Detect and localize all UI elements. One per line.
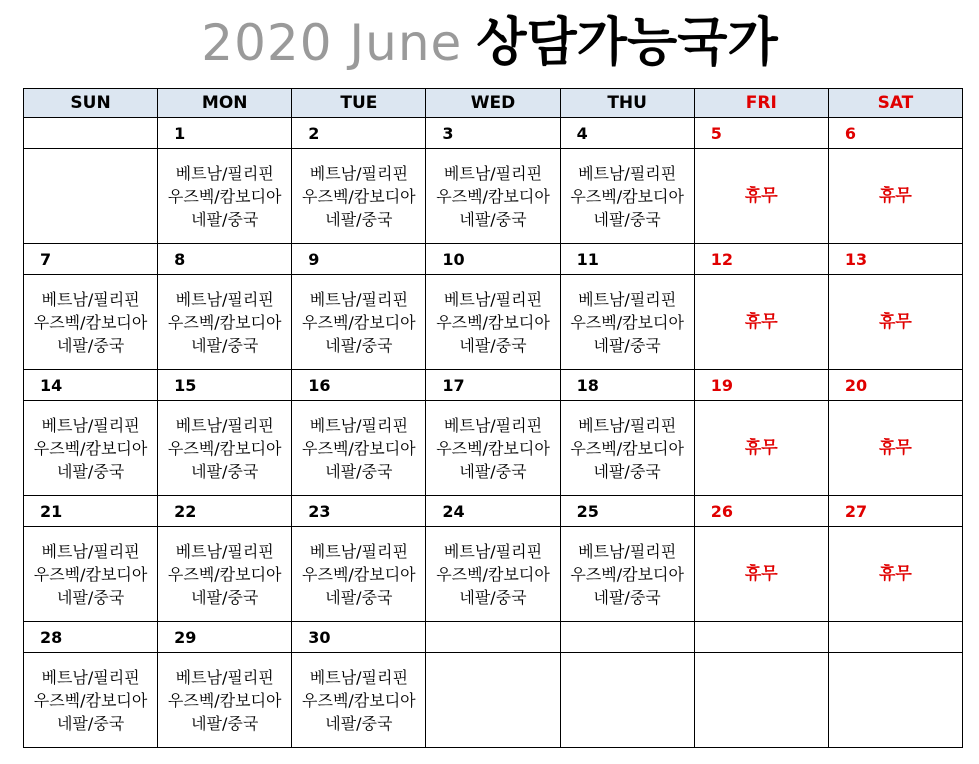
available-countries-line1: 베트남/필리핀 <box>309 541 408 561</box>
date-cell: 16 <box>292 370 426 401</box>
weekday-header-row <box>24 89 963 118</box>
day-content-cell <box>158 401 292 496</box>
day-content-cell <box>828 149 962 244</box>
available-countries-line1: 베트남/필리핀 <box>41 541 140 561</box>
available-countries-line3: 네팔/중국 <box>191 587 259 607</box>
available-countries-line1: 베트남/필리핀 <box>443 541 543 561</box>
available-countries-line3: 네팔/중국 <box>325 587 393 607</box>
available-countries-line2: 우즈벡/캄보디아 <box>436 564 550 584</box>
date-cell: 28 <box>24 622 158 653</box>
date-cell: 30 <box>292 622 426 653</box>
available-countries-line3: 네팔/중국 <box>325 209 393 229</box>
day-content-cell <box>426 653 560 748</box>
date-cell: 15 <box>158 370 292 401</box>
available-countries-line2: 우즈벡/캄보디아 <box>33 690 148 710</box>
date-cell: 6 <box>828 118 962 149</box>
weekday-wed: WED <box>426 89 560 118</box>
title-year-month: 2020 June <box>201 14 463 72</box>
available-countries-line2: 우즈벡/캄보디아 <box>302 312 416 332</box>
closed-label: 휴무 <box>878 312 912 332</box>
content-row <box>24 653 963 748</box>
day-content-cell <box>158 527 292 622</box>
weekday-sun: SUN <box>24 89 158 118</box>
date-cell: 4 <box>560 118 694 149</box>
date-row <box>24 118 963 149</box>
available-countries-line2: 우즈벡/캄보디아 <box>570 438 684 458</box>
day-content-cell <box>24 527 158 622</box>
available-countries-line3: 네팔/중국 <box>191 335 259 355</box>
content-row <box>24 527 963 622</box>
day-content-cell <box>560 653 694 748</box>
date-cell: 12 <box>694 244 828 275</box>
available-countries-line2: 우즈벡/캄보디아 <box>33 312 148 332</box>
date-cell: 26 <box>694 496 828 527</box>
available-countries-line1: 베트남/필리핀 <box>443 163 543 183</box>
day-content-cell <box>292 527 426 622</box>
date-cell <box>694 622 828 653</box>
day-content-cell <box>694 275 828 370</box>
date-cell: 14 <box>24 370 158 401</box>
date-cell <box>24 118 158 149</box>
available-countries-line2: 우즈벡/캄보디아 <box>302 186 416 206</box>
day-content-cell <box>24 401 158 496</box>
day-content-cell <box>24 149 158 244</box>
date-cell <box>560 622 694 653</box>
available-countries-line3: 네팔/중국 <box>191 209 259 229</box>
date-cell: 7 <box>24 244 158 275</box>
day-content-cell <box>560 527 694 622</box>
available-countries-line1: 베트남/필리핀 <box>175 667 274 687</box>
weekday-fri: FRI <box>694 89 828 118</box>
weekday-sat: SAT <box>828 89 962 118</box>
day-content-cell <box>560 401 694 496</box>
calendar-body <box>24 118 963 748</box>
day-content-cell <box>426 527 560 622</box>
day-content-cell <box>426 149 560 244</box>
title-main: 상담가능국가 <box>476 13 778 73</box>
available-countries-line1: 베트남/필리핀 <box>41 289 140 309</box>
available-countries-line3: 네팔/중국 <box>56 335 125 355</box>
date-cell: 9 <box>292 244 426 275</box>
day-content-cell <box>158 149 292 244</box>
weekday-thu: THU <box>560 89 694 118</box>
day-content-cell <box>292 275 426 370</box>
day-content-cell <box>694 653 828 748</box>
date-cell: 27 <box>828 496 962 527</box>
available-countries-line2: 우즈벡/캄보디아 <box>302 690 416 710</box>
available-countries-line2: 우즈벡/캄보디아 <box>570 564 684 584</box>
date-cell: 3 <box>426 118 560 149</box>
date-cell: 20 <box>828 370 962 401</box>
day-content-cell <box>560 275 694 370</box>
day-content-cell <box>560 149 694 244</box>
available-countries-line1: 베트남/필리핀 <box>578 289 677 309</box>
available-countries-line2: 우즈벡/캄보디아 <box>33 438 148 458</box>
day-content-cell <box>694 401 828 496</box>
page-title <box>0 8 979 78</box>
available-countries-line3: 네팔/중국 <box>191 461 259 481</box>
date-cell: 29 <box>158 622 292 653</box>
date-cell: 13 <box>828 244 962 275</box>
available-countries-line3: 네팔/중국 <box>459 461 527 481</box>
date-cell: 17 <box>426 370 560 401</box>
day-content-cell <box>24 653 158 748</box>
available-countries-line3: 네팔/중국 <box>56 713 125 733</box>
available-countries-line2: 우즈벡/캄보디아 <box>570 186 684 206</box>
day-content-cell <box>694 149 828 244</box>
date-row <box>24 244 963 275</box>
available-countries-line2: 우즈벡/캄보디아 <box>436 312 550 332</box>
available-countries-line1: 베트남/필리핀 <box>578 541 677 561</box>
closed-label: 휴무 <box>878 438 912 458</box>
date-cell: 18 <box>560 370 694 401</box>
calendar-table <box>23 88 963 748</box>
date-cell: 1 <box>158 118 292 149</box>
day-content-cell <box>694 527 828 622</box>
day-content-cell <box>24 275 158 370</box>
closed-label: 휴무 <box>744 186 778 206</box>
available-countries-line1: 베트남/필리핀 <box>443 415 543 435</box>
weekday-tue: TUE <box>292 89 426 118</box>
day-content-cell <box>158 653 292 748</box>
weekday-mon: MON <box>158 89 292 118</box>
available-countries-line1: 베트남/필리핀 <box>309 163 408 183</box>
available-countries-line3: 네팔/중국 <box>56 461 125 481</box>
date-cell: 23 <box>292 496 426 527</box>
day-content-cell <box>158 275 292 370</box>
available-countries-line1: 베트남/필리핀 <box>175 541 274 561</box>
available-countries-line3: 네팔/중국 <box>593 209 661 229</box>
date-cell: 19 <box>694 370 828 401</box>
available-countries-line2: 우즈벡/캄보디아 <box>570 312 684 332</box>
day-content-cell <box>828 401 962 496</box>
available-countries-line1: 베트남/필리핀 <box>175 415 274 435</box>
available-countries-line1: 베트남/필리핀 <box>175 289 274 309</box>
closed-label: 휴무 <box>744 564 778 584</box>
available-countries-line3: 네팔/중국 <box>459 209 527 229</box>
available-countries-line1: 베트남/필리핀 <box>578 415 677 435</box>
available-countries-line1: 베트남/필리핀 <box>443 289 543 309</box>
date-cell: 8 <box>158 244 292 275</box>
closed-label: 휴무 <box>878 186 912 206</box>
available-countries-line3: 네팔/중국 <box>459 335 527 355</box>
available-countries-line1: 베트남/필리핀 <box>175 163 274 183</box>
available-countries-line3: 네팔/중국 <box>325 461 393 481</box>
content-row <box>24 149 963 244</box>
closed-label: 휴무 <box>878 564 912 584</box>
available-countries-line2: 우즈벡/캄보디아 <box>167 564 282 584</box>
available-countries-line3: 네팔/중국 <box>325 335 393 355</box>
available-countries-line3: 네팔/중국 <box>459 587 527 607</box>
date-cell <box>828 622 962 653</box>
day-content-cell <box>828 653 962 748</box>
day-content-cell <box>292 149 426 244</box>
date-cell: 10 <box>426 244 560 275</box>
available-countries-line1: 베트남/필리핀 <box>309 415 408 435</box>
date-cell <box>426 622 560 653</box>
day-content-cell <box>426 275 560 370</box>
available-countries-line1: 베트남/필리핀 <box>309 667 408 687</box>
date-cell: 5 <box>694 118 828 149</box>
available-countries-line2: 우즈벡/캄보디아 <box>436 186 550 206</box>
available-countries-line3: 네팔/중국 <box>593 335 661 355</box>
available-countries-line3: 네팔/중국 <box>56 587 125 607</box>
date-cell: 24 <box>426 496 560 527</box>
available-countries-line2: 우즈벡/캄보디아 <box>302 438 416 458</box>
date-cell: 25 <box>560 496 694 527</box>
available-countries-line1: 베트남/필리핀 <box>309 289 408 309</box>
content-row <box>24 401 963 496</box>
day-content-cell <box>292 401 426 496</box>
date-cell: 22 <box>158 496 292 527</box>
day-content-cell <box>828 275 962 370</box>
date-row <box>24 370 963 401</box>
available-countries-line3: 네팔/중국 <box>191 713 259 733</box>
available-countries-line2: 우즈벡/캄보디아 <box>436 438 550 458</box>
available-countries-line1: 베트남/필리핀 <box>41 415 140 435</box>
date-cell: 21 <box>24 496 158 527</box>
available-countries-line2: 우즈벡/캄보디아 <box>167 186 282 206</box>
date-row <box>24 496 963 527</box>
date-row <box>24 622 963 653</box>
content-row <box>24 275 963 370</box>
closed-label: 휴무 <box>744 312 778 332</box>
day-content-cell <box>828 527 962 622</box>
available-countries-line3: 네팔/중국 <box>593 587 661 607</box>
available-countries-line2: 우즈벡/캄보디아 <box>167 312 282 332</box>
available-countries-line1: 베트남/필리핀 <box>578 163 677 183</box>
available-countries-line2: 우즈벡/캄보디아 <box>167 438 282 458</box>
day-content-cell <box>426 401 560 496</box>
date-cell: 2 <box>292 118 426 149</box>
available-countries-line2: 우즈벡/캄보디아 <box>33 564 148 584</box>
available-countries-line3: 네팔/중국 <box>593 461 661 481</box>
available-countries-line1: 베트남/필리핀 <box>41 667 140 687</box>
available-countries-line2: 우즈벡/캄보디아 <box>167 690 282 710</box>
available-countries-line2: 우즈벡/캄보디아 <box>302 564 416 584</box>
closed-label: 휴무 <box>744 438 778 458</box>
day-content-cell <box>292 653 426 748</box>
date-cell: 11 <box>560 244 694 275</box>
available-countries-line3: 네팔/중국 <box>325 713 393 733</box>
